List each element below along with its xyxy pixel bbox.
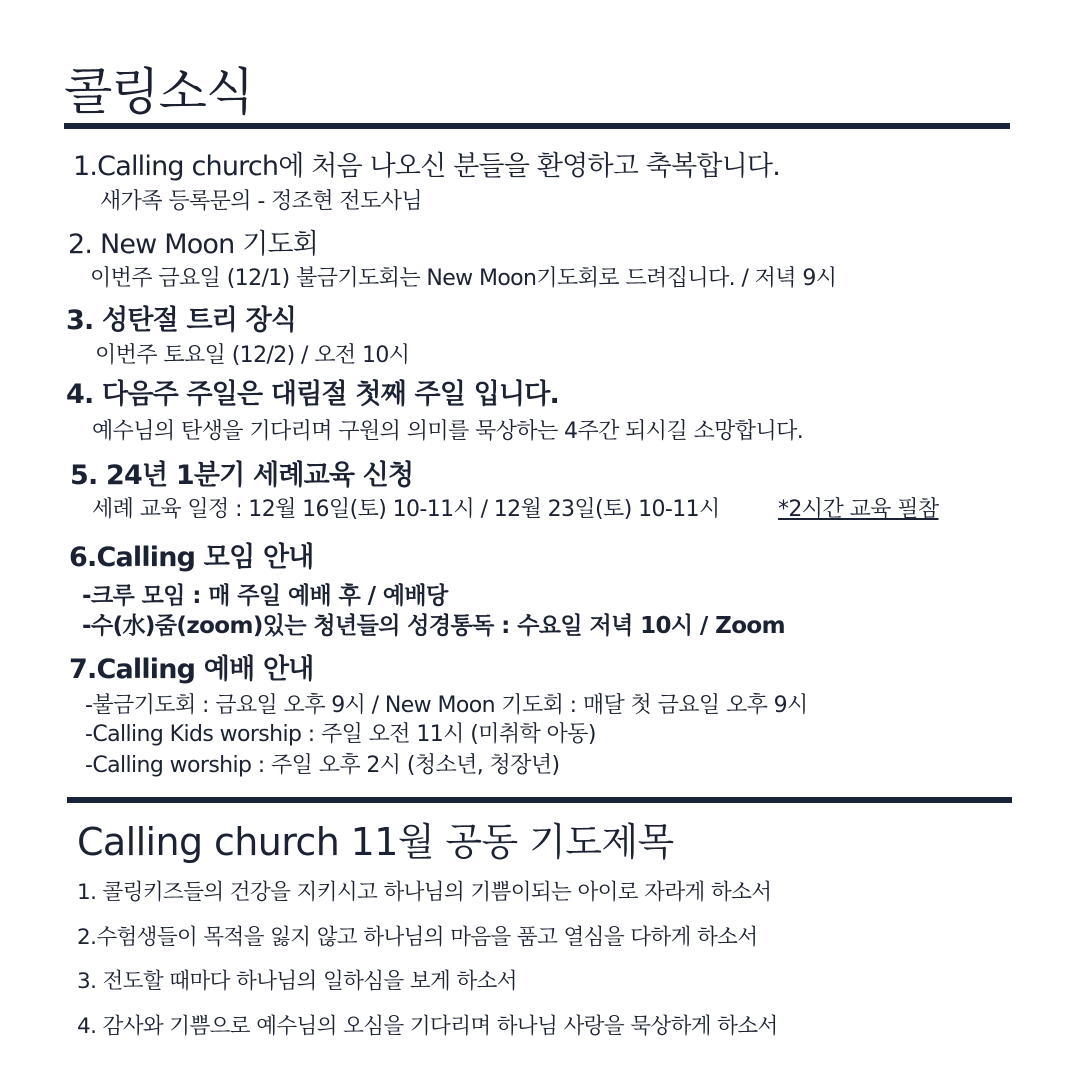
prayer-item-1: 1. 콜링키즈들의 건강을 지키시고 하나님의 기쁨이되는 아이로 자라게 하소서 bbox=[77, 880, 772, 905]
news-5-note: *2시간 교육 필참 bbox=[778, 497, 939, 522]
news-5-detail: 세례 교육 일정 : 12월 16일(토) 10-11시 / 12월 23일(토) 10-11시 bbox=[92, 497, 720, 522]
prayer-item-3: 3. 전도할 때마다 하나님의 일하심을 보게 하소서 bbox=[77, 969, 517, 994]
prayer-divider bbox=[67, 797, 1012, 803]
news-5-heading: 5. 24년 1분기 세례교육 신청 bbox=[70, 460, 414, 491]
news-2-detail: 이번주 금요일 (12/1) 불금기도회는 New Moon기도회로 드려집니다. / 저녁 9시 bbox=[90, 266, 837, 291]
news-4-detail: 예수님의 탄생을 기다리며 구원의 의미를 묵상하는 4주간 되시길 소망합니다. bbox=[92, 419, 804, 444]
news-1-heading: 1.Calling church에 처음 나오신 분들을 환영하고 축복합니다. bbox=[73, 151, 781, 182]
news-6-line-1: -크루 모임 : 매 주일 예배 후 / 예배당 bbox=[82, 583, 448, 609]
news-7-heading: 7.Calling 예배 안내 bbox=[69, 654, 314, 685]
prayer-item-2: 2.수험생들이 목적을 잃지 않고 하나님의 마음을 품고 열심을 다하게 하소서 bbox=[77, 925, 758, 950]
title-divider bbox=[64, 123, 1010, 129]
news-6-heading: 6.Calling 모임 안내 bbox=[69, 542, 314, 573]
news-1-detail: 새가족 등록문의 - 정조현 전도사님 bbox=[100, 189, 423, 214]
prayer-item-4: 4. 감사와 기쁨으로 예수님의 오심을 기다리며 하나님 사랑을 묵상하게 하소서 bbox=[77, 1014, 778, 1039]
news-7-line-2: -Calling Kids worship : 주일 오전 11시 (미취학 아동) bbox=[85, 722, 596, 747]
news-4-heading: 4. 다음주 주일은 대림절 첫째 주일 입니다. bbox=[66, 379, 560, 410]
prayer-title: Calling church 11월 공동 기도제목 bbox=[77, 820, 674, 864]
page-title: 콜링소식 bbox=[64, 63, 254, 121]
news-7-line-1: -불금기도회 : 금요일 오후 9시 / New Moon 기도회 : 매달 첫 금요일 오후 9시 bbox=[85, 693, 808, 718]
news-3-heading: 3. 성탄절 트리 장식 bbox=[66, 305, 297, 336]
news-3-detail: 이번주 토요일 (12/2) / 오전 10시 bbox=[95, 343, 410, 368]
news-6-line-2: -수(水)줌(zoom)있는 청년들의 성경통독 : 수요일 저녁 10시 / Zoom bbox=[82, 613, 785, 639]
news-7-line-3: -Calling worship : 주일 오후 2시 (청소년, 청장년) bbox=[85, 753, 560, 778]
news-2-heading: 2. New Moon 기도회 bbox=[68, 229, 319, 260]
